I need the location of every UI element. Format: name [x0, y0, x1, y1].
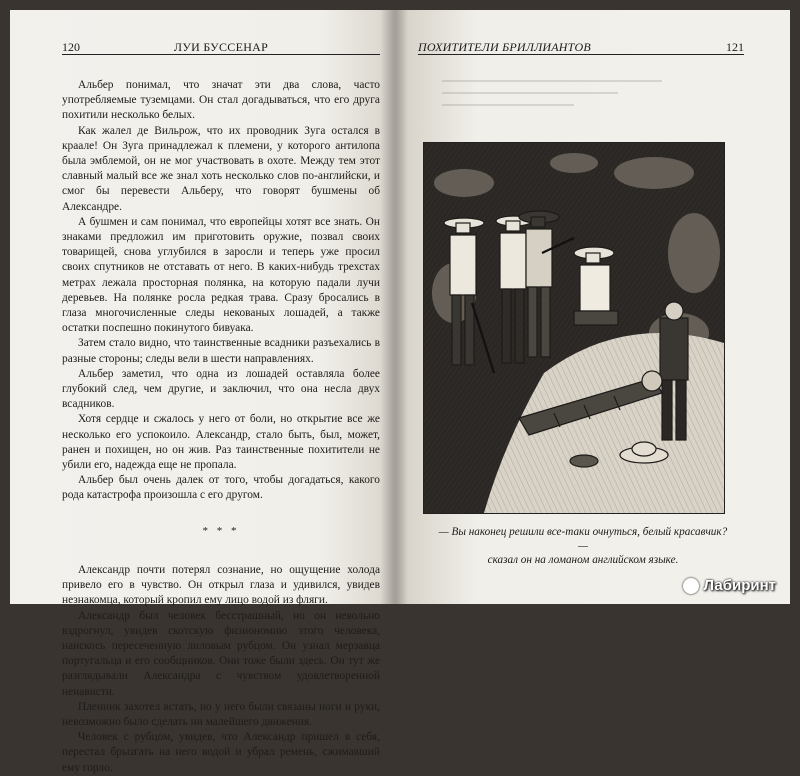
- right-running-head: [418, 38, 744, 55]
- paragraph: Пленник захотел встать, но у него были связаны ноги и руки, невозможно было сделать ни малейшего движения.: [62, 700, 380, 728]
- right-page: [398, 10, 790, 604]
- paragraph: Александр был человек бесстрашный, но он невольно вздрогнул, увидев скотскую физиономию этого человека, наискось пересеченную лиловым рубцом. Он узнал мерзавца португальца и его сообщников. Они тоже были здесь. Он тут же разглядывали Александра с чувством удовлетворенной ненависти.: [62, 609, 380, 698]
- caption-line: — Вы наконец решили все-таки очнуться, белый красавчик? —: [438, 526, 728, 552]
- paragraph: Альбер заметил, что одна из лошадей оставляла более глубокий след, чем другие, и заключил, что она несла двух всадников.: [62, 367, 380, 411]
- caption-line: сказал он на ломаном английском языке.: [487, 554, 679, 566]
- labirint-logo-text: Лабиринт: [703, 577, 776, 594]
- paragraph: Хотя сердце и сжалось у него от боли, но открытие все же несколько его успокоило. Александр, стало быть, был, может, ранен и похищен, но он жив. Раз таинственные похитители не убили его, надежда еще не пропала.: [62, 413, 380, 472]
- left-page: [10, 10, 398, 774]
- left-running-title: ЛУИ БУССЕНАР: [173, 40, 269, 54]
- engraving-image: [424, 143, 724, 513]
- paragraph: Как жалел де Вильрож, что их проводник Зуга остался в краале! Он Зуга принадлежал к племени, у которого антилопа была эмблемой, он не мог участвовать в охоте. Между тем этот славный малый все же знал хоть несколько слов по-английски, и смог бы перевести Альберу, что говорят бушмены об Александре.: [62, 124, 380, 213]
- engraving-illustration: [423, 142, 725, 514]
- left-page-number: 120: [62, 40, 80, 54]
- paragraph: Затем стало видно, что таинственные всадники разъехались в разные стороны; следы вели в шести направлениях.: [62, 337, 380, 365]
- left-running-head: [62, 38, 380, 55]
- paragraph: Альбер понимал, что значат эти два слова, часто употребляемые туземцами. Он стал догадываться, что его друга похитили несколько белых.: [62, 79, 380, 122]
- left-body-text: [62, 78, 380, 776]
- paragraph: Человек с рубцом, увидев, что Александр пришел в себя, перестал брызгать на него водой и убрал ремень, сжимавший ему горло.: [62, 731, 380, 774]
- book-spread: [10, 10, 790, 774]
- illustration-caption: [433, 525, 733, 567]
- section-separator: * * *: [202, 524, 240, 537]
- paragraph: Альбер был очень далек от того, чтобы догадаться, какого рода катастрофа произошла с его другом.: [62, 474, 380, 502]
- paragraph: Александр почти потерял сознание, но ощущение холода привело его в чувство. Он открыл глаза и удивился, увидев незнакомца, который кропил ему лицо водой из фляги.: [62, 563, 380, 607]
- right-page-number: 121: [726, 40, 744, 54]
- show-through-text: [442, 70, 662, 130]
- paragraph: А бушмен и сам понимал, что европейцы хотят все знать. Он знаками предложил им приготовить оружие, позвал своих товарищей, снова углубился в заросли и теперь уже просил своих спутников не отставать от него. В каких-нибудь трехстах метрах лежала просторная полянка, на которую падали лучи деревьев. На полянке росла редкая трава. Сразу бросались в глаза многочисленные следы некованых лошадей, а также остатки поспешно покинутого бивуака.: [62, 215, 380, 335]
- labirint-logo-icon: [683, 578, 699, 594]
- labirint-logo: [683, 577, 776, 594]
- right-running-title: ПОХИТИТЕЛИ БРИЛЛИАНТОВ: [418, 40, 591, 54]
